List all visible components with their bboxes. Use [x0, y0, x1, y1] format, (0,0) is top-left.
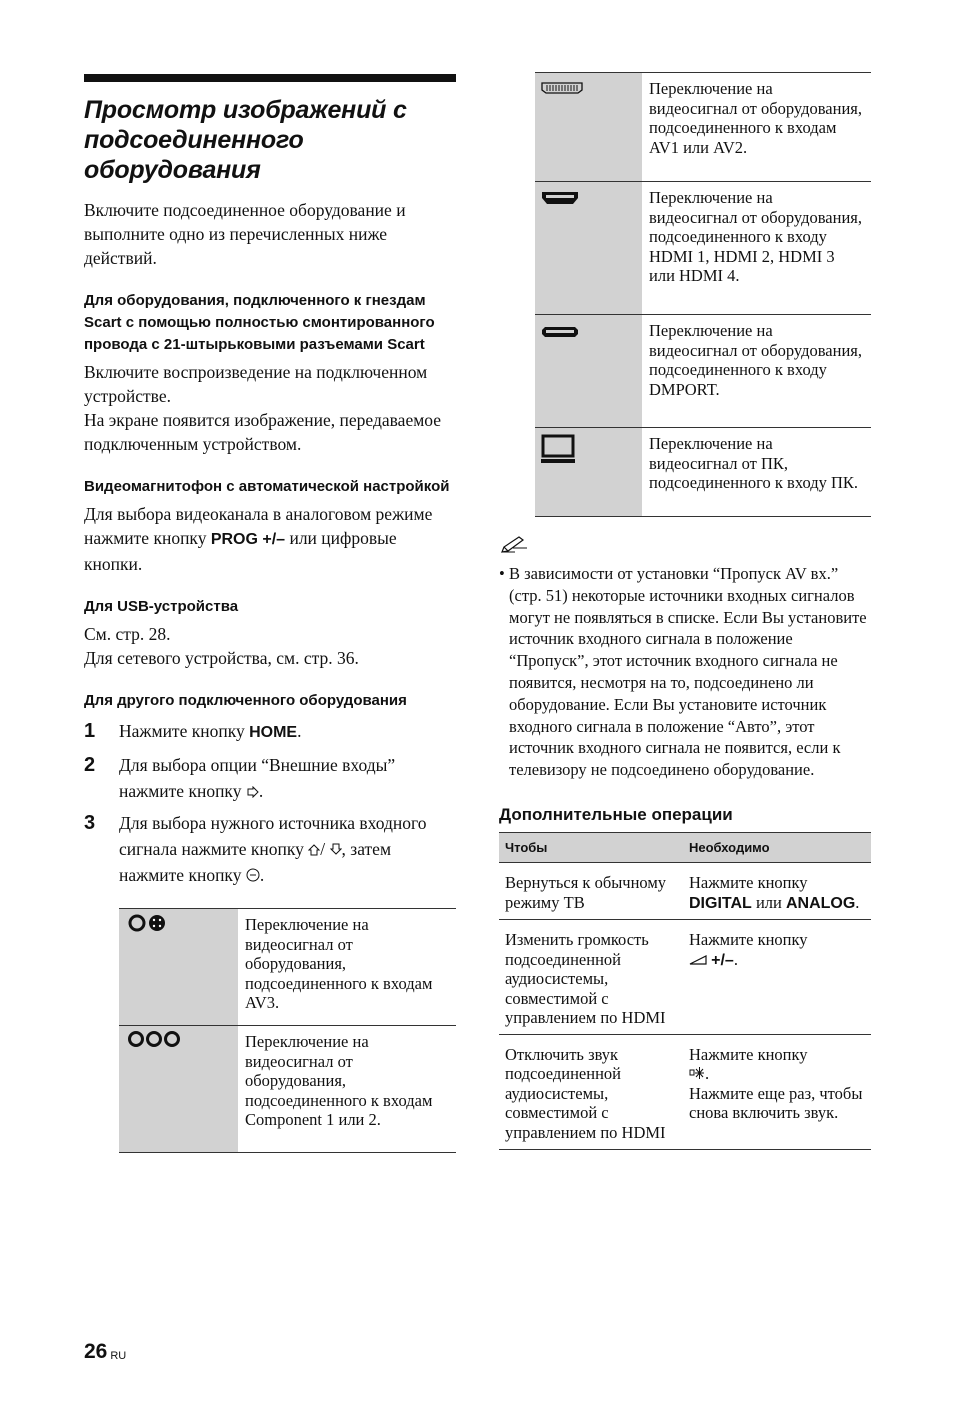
ops-how-text: Нажмите кнопку	[689, 873, 808, 893]
source-icon-cell	[119, 909, 238, 1026]
prog-button-label: PROG +/–	[210, 531, 286, 548]
ops-row	[499, 920, 871, 1035]
source-row-hdmi	[535, 182, 871, 315]
scart-line-2: На экране появится изображение, передаваемое подключенным устройством.	[84, 410, 442, 454]
step-text	[119, 810, 456, 888]
note-icon-wrap	[499, 535, 871, 561]
source-row-pc	[535, 428, 871, 517]
source-row-av3	[119, 909, 456, 1026]
source-text: Переключение на видеосигнал от оборудования, подсоединенного к входу DMPORT.	[642, 315, 871, 428]
ops-heading: Дополнительные операции	[499, 804, 733, 824]
up-arrow-icon	[308, 843, 320, 856]
vcr-heading: Видеомагнитофон с автоматической настройкой	[84, 478, 450, 495]
step-2-end: .	[258, 781, 264, 801]
sources-table-right	[535, 72, 871, 517]
volume-button-label: +/–	[711, 951, 734, 969]
step-1	[84, 718, 456, 746]
ops-how-end: .	[855, 892, 860, 912]
ops-what: Вернуться к обычному режиму ТВ	[499, 863, 683, 920]
ops-how-end: .	[733, 949, 738, 969]
step-3-end: .	[259, 865, 265, 885]
note	[499, 563, 871, 781]
usb-line-2: Для сетевого устройства, см. стр. 36.	[84, 648, 359, 668]
scart-input-icon	[541, 82, 583, 94]
vcr-text-before: Для выбора видеоканала в аналоговом режиме нажмите кнопку	[84, 504, 433, 548]
ops-how	[683, 920, 871, 1035]
dmport-input-icon	[541, 326, 579, 338]
source-text: Переключение на видеосигнал от оборудования, подсоединенного к входам AV1 или AV2.	[642, 73, 871, 182]
sources-table-left	[119, 908, 456, 1153]
step-number: 2	[84, 754, 96, 776]
ops-row	[499, 1034, 871, 1150]
ops-col-header: Необходимо	[683, 832, 871, 863]
ops-table	[499, 832, 871, 1151]
scart-heading: Для оборудования, подключенного к гнездам Scart с помощью полностью смонтированного провода с 21-штырьковыми разъемами Scart	[84, 292, 435, 353]
step-number: 1	[84, 720, 96, 742]
page-number-value: 26	[84, 1340, 108, 1363]
note-text: В зависимости от установки “Пропуск AV вх.” (стр. 51) некоторые источники входных сигналов могут не появляться в списке. Если Вы установите источник входного сигнала в положение “Пропуск”, этот источник входного сигнала не появится, несмотря на то, подсоединено ли оборудование. Если Вы установите источник входного сигнала в положение “Авто”, этот источник входного сигнала не появится, если к телевизору не подсоединено оборудование.	[509, 564, 867, 780]
page-lang: RU	[110, 1350, 127, 1362]
title-rule	[84, 74, 456, 82]
vcr-text-after: или цифровые кнопки.	[84, 528, 397, 574]
step-3	[84, 810, 456, 888]
ops-row	[499, 863, 871, 920]
home-button-label: HOME	[249, 724, 298, 741]
step-1-end: .	[297, 721, 302, 741]
ops-how	[683, 863, 871, 920]
ops-how-mid: или	[755, 892, 782, 912]
step-3-text: Для выбора нужного источника входного сигнала нажмите кнопку	[119, 813, 427, 859]
step-3-mid: , затем нажмите кнопку	[119, 839, 392, 885]
source-text: Переключение на видеосигнал от оборудования, подсоединенного к входу HDMI 1, HDMI 2, HDMI 3 или HDMI 4.	[642, 182, 871, 315]
source-row-component	[119, 1026, 456, 1153]
step-text	[119, 718, 456, 746]
step-2	[84, 752, 456, 804]
step-number: 3	[84, 812, 96, 834]
source-text: Переключение на видеосигнал от оборудования, подсоединенного к входам AV3.	[238, 909, 456, 1026]
pencil-note-icon	[499, 535, 529, 555]
source-icon-cell	[535, 315, 642, 428]
source-icon-cell	[535, 73, 642, 182]
ops-how	[683, 1034, 871, 1150]
step-2-text: Для выбора опции “Внешние входы” нажмите кнопку	[119, 755, 396, 801]
scart-line-1: Включите воспроизведение на подключенном устройстве.	[84, 362, 428, 406]
source-icon-cell	[535, 182, 642, 315]
right-arrow-icon	[246, 786, 259, 798]
analog-button-label: ANALOG	[785, 894, 856, 912]
intro-text: Включите подсоединенное оборудование и выполните одно из перечисленных ниже действий.	[84, 200, 406, 268]
step-3-sep: /	[320, 839, 326, 859]
ops-how-end: .	[705, 1064, 710, 1084]
component-input-icon	[127, 1030, 181, 1048]
source-text: Переключение на видеосигнал от оборудования, подсоединенного к входам Component 1 или 2.	[238, 1026, 456, 1153]
ops-what: Отключить звук подсоединенной аудиосистемы, совместимой с управлением по HDMI	[499, 1034, 683, 1150]
source-row-dmport	[535, 315, 871, 428]
pc-input-icon	[541, 434, 575, 464]
ops-what: Изменить громкость подсоединенной аудиосистемы, совместимой с управлением по HDMI	[499, 920, 683, 1035]
ops-col-header: Чтобы	[499, 832, 683, 863]
source-icon-cell	[535, 428, 642, 517]
source-row-scart	[535, 73, 871, 182]
page-title: Просмотр изображений с подсоединенного оборудования	[84, 96, 407, 184]
mute-icon	[689, 1066, 705, 1080]
enter-button-icon	[246, 868, 260, 882]
page-number	[84, 1340, 126, 1364]
source-icon-cell	[119, 1026, 238, 1153]
av3-input-icon	[127, 913, 171, 933]
ops-header-row	[499, 832, 871, 863]
ops-how-text: Нажмите кнопку	[689, 930, 808, 950]
left-column	[84, 74, 456, 1153]
hdmi-input-icon	[541, 191, 579, 205]
vcr-text	[84, 502, 456, 576]
volume-icon	[689, 955, 707, 965]
down-arrow-icon	[330, 843, 342, 856]
digital-button-label: DIGITAL	[689, 894, 752, 912]
other-heading: Для другого подключенного оборудования	[84, 692, 407, 709]
right-column	[499, 72, 871, 1150]
usb-heading: Для USB-устройства	[84, 598, 239, 615]
step-1-text: Нажмите кнопку	[119, 721, 245, 741]
source-text: Переключение на видеосигнал от ПК, подсоединенного к входу ПК.	[642, 428, 871, 517]
ops-how-text: Нажмите кнопку	[689, 1044, 808, 1064]
note-bullet: •	[499, 564, 505, 583]
step-text	[119, 752, 456, 804]
usb-line-1: См. стр. 28.	[84, 624, 171, 644]
ops-how-extra: Нажмите еще раз, чтобы снова включить звук.	[689, 1083, 863, 1123]
